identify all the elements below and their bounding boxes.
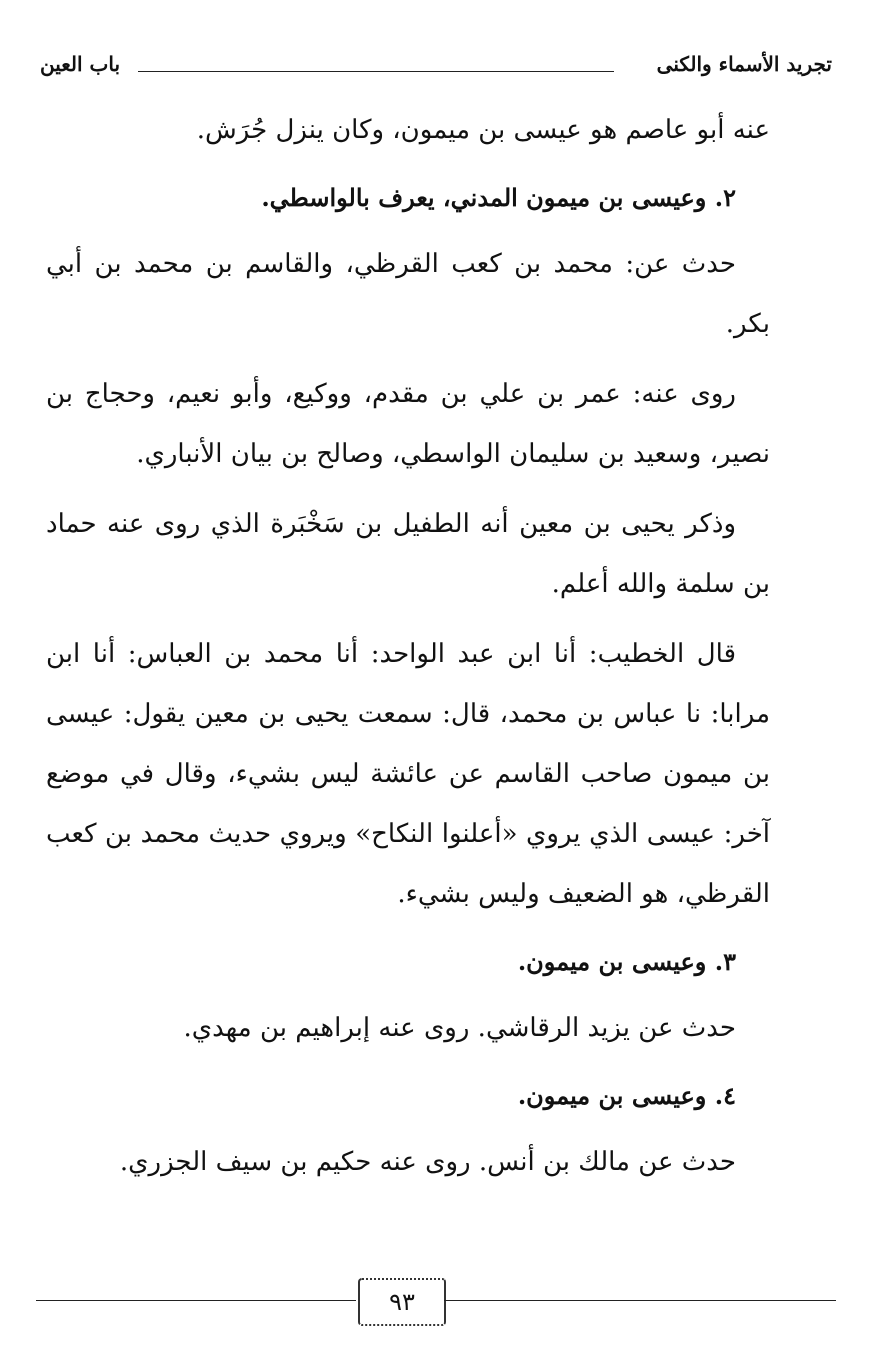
footer-rule-left (36, 1300, 356, 1301)
entry-heading: ٤. وعيسى بن ميمون. (517, 1081, 736, 1110)
paragraph: قال الخطيب: أنا ابن عبد الواحد: أنا محمد بن العباس: أنا ابن مرابا: نا عباس بن محمد، قال: سمعت يحيى بن معين يقول: عيسى بن ميمون صاحب القاسم عن عائشة ليس بشيء، وقال في موضع آخر: عيسى الذي يروي «أعلنوا النكاح» ويروي حديث محمد بن كعب القرظي، هو الضعيف وليس بشيء. (46, 639, 770, 909)
footer-rule-right (444, 1300, 836, 1301)
page-footer (36, 1270, 836, 1330)
chapter-title: باب العين (40, 52, 121, 76)
paragraph: عنه أبو عاصم هو عيسى بن ميمون، وكان ينزل جُرَش. (196, 115, 770, 145)
page-body (46, 100, 770, 1192)
paragraph: حدث عن يزيد الرقاشي. روى عنه إبراهيم بن مهدي. (183, 1013, 736, 1043)
paragraph: روى عنه: عمر بن علي بن مقدم، ووكيع، وأبو نعيم، وحجاج بن نصير، وسعيد بن سليمان الواسطي، وصالح بن بيان الأنباري. (46, 379, 770, 469)
entry-heading: ٣. وعيسى بن ميمون. (517, 947, 736, 976)
book-title: تجريد الأسماء والكنى (656, 52, 832, 76)
paragraph: وذكر يحيى بن معين أنه الطفيل بن سَخْبَرة الذي روى عنه حماد بن سلمة والله أعلم. (46, 509, 770, 599)
entry-heading: ٢. وعيسى بن ميمون المدني، يعرف بالواسطي. (261, 183, 736, 212)
paragraph: حدث عن مالك بن أنس. روى عنه حكيم بن سيف الجزري. (119, 1147, 736, 1177)
page-number: ٩٣ (358, 1278, 446, 1326)
header-rule (138, 71, 614, 72)
running-header (40, 52, 832, 92)
paragraph: حدث عن: محمد بن كعب القرظي، والقاسم بن محمد بن أبي بكر. (46, 249, 770, 339)
